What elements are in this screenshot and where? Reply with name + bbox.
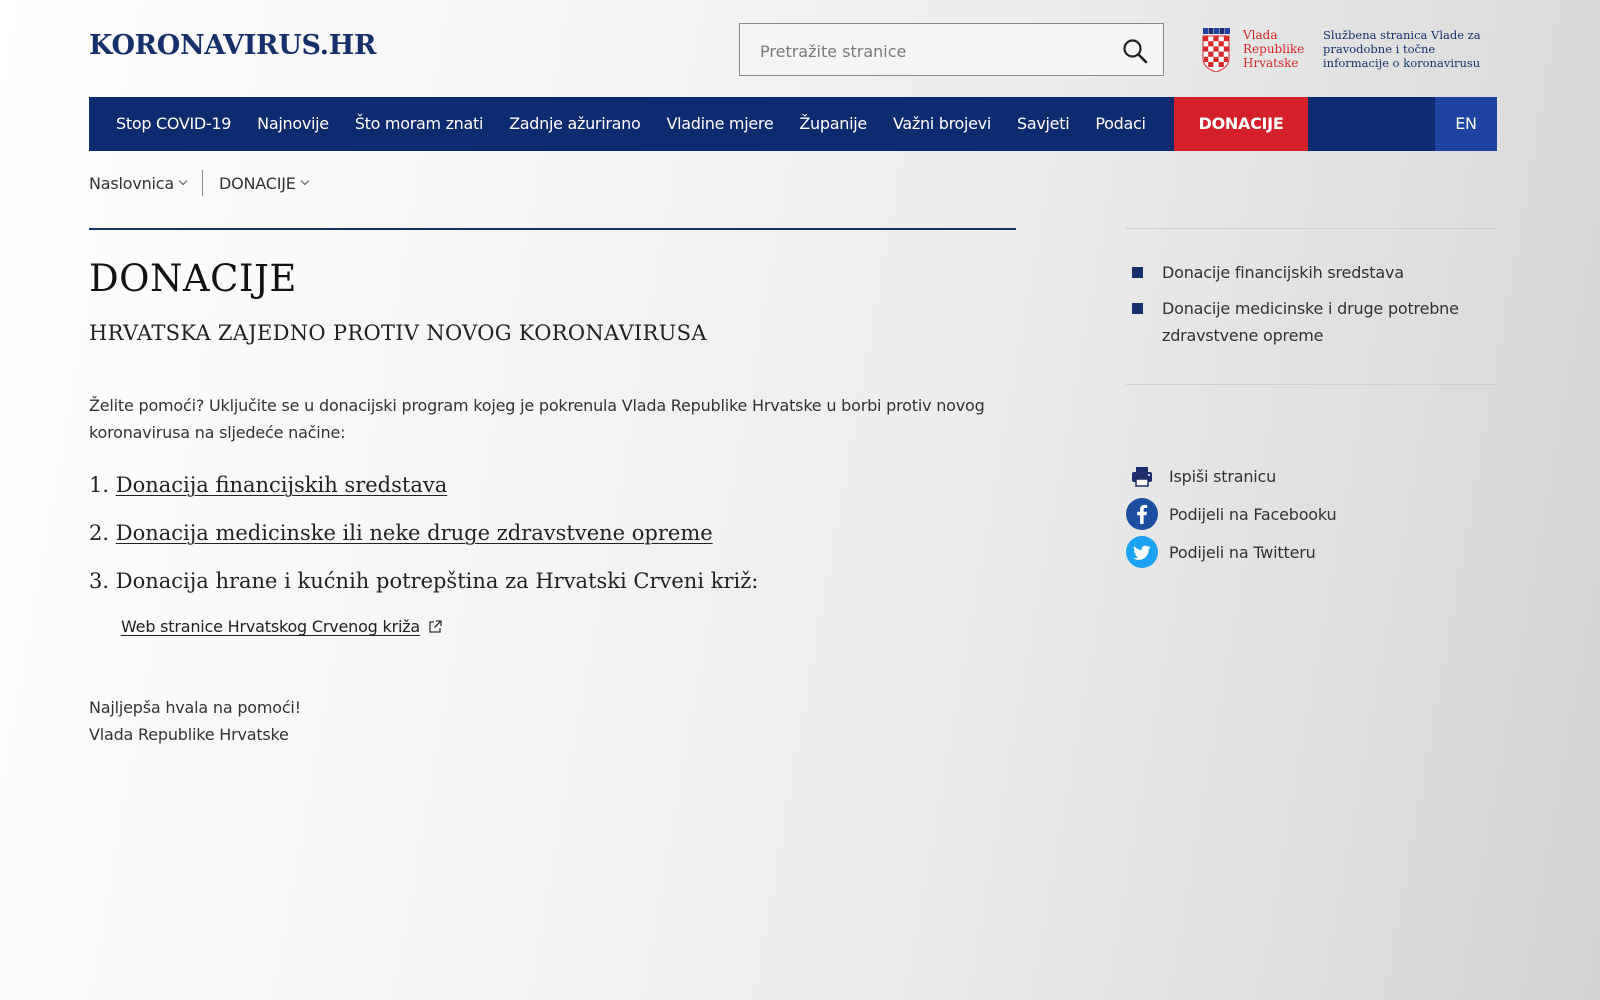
government-description: Službena stranica Vlade za pravodobne i točne informacije o koronavirusu — [1323, 28, 1481, 70]
government-name-line: Hrvatske — [1243, 56, 1299, 70]
nav-item-zupanije[interactable]: Županije — [799, 114, 867, 133]
nav-item-najnovije[interactable]: Najnovije — [257, 114, 329, 133]
nav-item-donacije[interactable]: DONACIJE — [1174, 97, 1309, 151]
page-subtitle: HRVATSKA ZAJEDNO PROTIV NOVOG KORONAVIRUSA — [89, 321, 707, 345]
nav-spacer — [1308, 97, 1435, 151]
content-divider — [89, 228, 1016, 230]
donation-number: 2. — [89, 521, 110, 545]
search-input[interactable] — [758, 37, 1112, 65]
breadcrumb-label: DONACIJE — [219, 173, 296, 193]
search-box — [739, 23, 1164, 76]
language-switch[interactable]: EN — [1435, 97, 1497, 151]
intro-text: Želite pomoći? Uključite se u donacijski program kojeg je pokrenula Vlada Republike Hrvatske u borbi protiv novog koronavirusa na sljedeće načine: — [89, 396, 985, 442]
nav-item-podaci[interactable]: Podaci — [1095, 114, 1146, 133]
chevron-down-icon — [179, 177, 187, 185]
sidebar-link-financial[interactable] — [1126, 259, 1497, 286]
breadcrumb — [89, 170, 308, 196]
croatian-crest-icon — [1201, 28, 1231, 72]
breadcrumb-divider — [202, 170, 203, 196]
donation-number: 1. — [89, 473, 110, 497]
sidebar-divider — [1126, 384, 1497, 385]
share-label: Ispiši stranicu — [1169, 466, 1277, 486]
printer-icon — [1126, 460, 1158, 492]
donation-medical-link[interactable]: Donacija medicinske ili neke druge zdravstvene opreme — [115, 521, 713, 545]
search-icon — [1121, 37, 1149, 65]
share-twitter-button[interactable] — [1126, 536, 1497, 568]
donation-food-text: Donacija hrane i kućnih potrepština za Hrvatski Crveni križ: — [115, 569, 759, 593]
donation-financial-link[interactable]: Donacija financijskih sredstava — [115, 473, 448, 497]
sidebar-link-medical[interactable] — [1126, 295, 1497, 349]
page — [89, 0, 1497, 1000]
main-nav — [89, 97, 1497, 151]
nav-item-stop-covid[interactable]: Stop COVID-19 — [116, 114, 232, 133]
sidebar — [1126, 228, 1497, 574]
main-content — [89, 228, 1016, 748]
sidebar-links — [1126, 229, 1497, 384]
bullet-square-icon — [1132, 267, 1143, 278]
nav-item-zadnje-azurirano[interactable]: Zadnje ažurirano — [509, 114, 641, 133]
bullet-square-icon — [1132, 303, 1143, 314]
donation-number: 3. — [89, 569, 110, 593]
external-link-icon — [427, 619, 443, 635]
government-name — [1243, 28, 1315, 70]
sidebar-link-label: Donacije medicinske i druge potrebne zdravstvene opreme — [1162, 299, 1459, 345]
share-label: Podijeli na Facebooku — [1169, 504, 1337, 524]
twitter-icon — [1126, 536, 1158, 568]
site-logo[interactable]: KORONAVIRUS.HR — [89, 30, 377, 61]
government-name-line: Vlada — [1243, 28, 1278, 42]
closing-note — [89, 694, 1016, 748]
signature-text: Vlada Republike Hrvatske — [89, 725, 289, 744]
share-label: Podijeli na Twitteru — [1169, 542, 1316, 562]
breadcrumb-item-naslovnica[interactable] — [89, 174, 186, 193]
government-name-line: Republike — [1243, 42, 1305, 56]
nav-item-vazni-brojevi[interactable]: Važni brojevi — [892, 114, 991, 133]
nav-item-vladine-mjere[interactable]: Vladine mjere — [666, 114, 774, 133]
share-facebook-button[interactable] — [1126, 498, 1497, 530]
print-page-button[interactable] — [1126, 460, 1497, 492]
facebook-icon — [1126, 498, 1158, 530]
share-tools — [1126, 460, 1497, 568]
thanks-text: Najljepša hvala na pomoći! — [89, 698, 301, 717]
donation-option — [89, 569, 1016, 593]
breadcrumb-item-donacije[interactable] — [219, 174, 308, 193]
search-button[interactable] — [1121, 37, 1149, 65]
external-link-row — [121, 617, 1016, 636]
donation-option — [89, 473, 1016, 497]
breadcrumb-label: Naslovnica — [89, 173, 175, 193]
page-title: DONACIJE — [89, 257, 297, 300]
nav-item-sto-moram-znati[interactable]: Što moram znati — [354, 114, 484, 133]
chevron-down-icon — [300, 177, 308, 185]
donation-option — [89, 521, 1016, 545]
sidebar-link-label: Donacije financijskih sredstava — [1162, 263, 1404, 282]
nav-item-savjeti[interactable]: Savjeti — [1017, 114, 1070, 133]
red-cross-link[interactable]: Web stranice Hrvatskog Crvenog križa — [121, 617, 421, 636]
